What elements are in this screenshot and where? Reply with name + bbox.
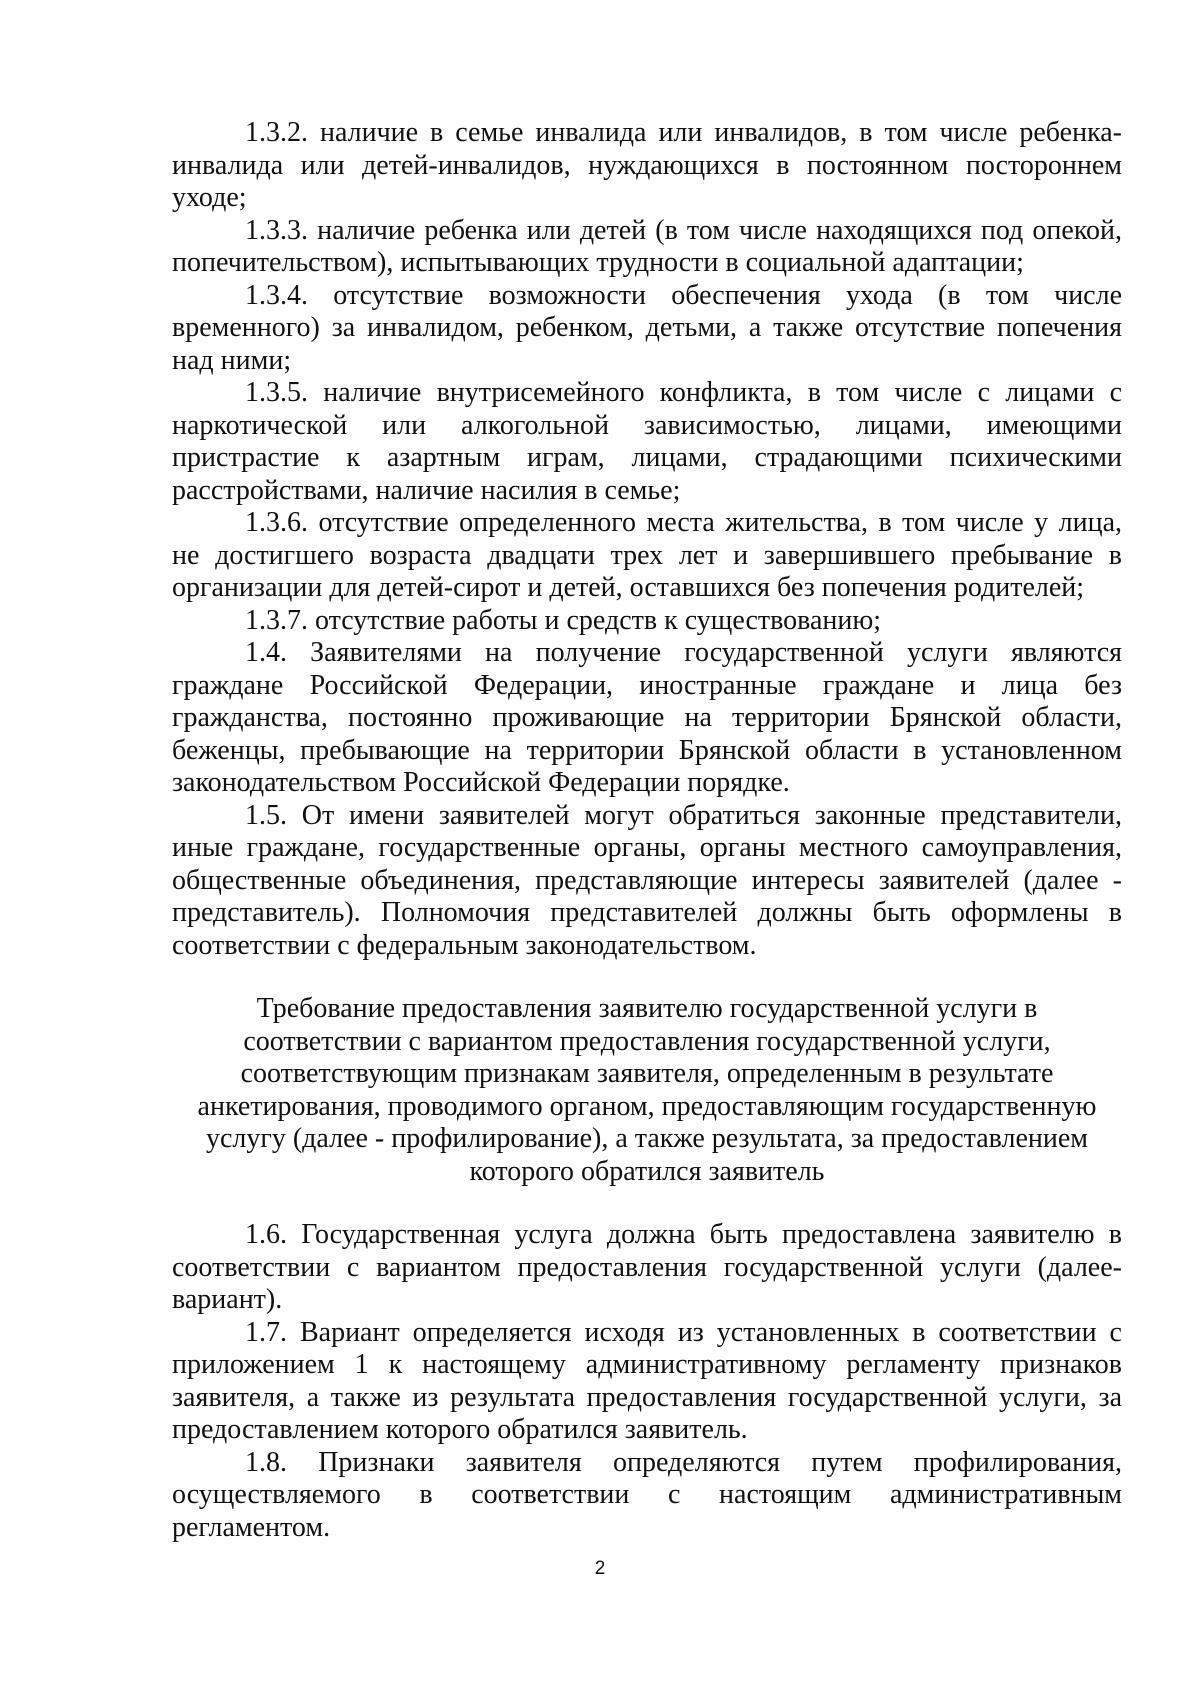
paragraph-1-3-4: 1.3.4. отсутствие возможности обеспечения ухода (в том числе временного) за инвалидом, ребенком, детьми, а также отсутствие попечения над ними;	[172, 279, 1122, 376]
paragraph-1-8: 1.8. Признаки заявителя определяются путем профилирования, осуществляемого в соответствии с настоящим административным регламентом.	[172, 1446, 1122, 1543]
paragraph-1-3-6: 1.3.6. отсутствие определенного места жительства, в том числе у лица, не достигшего возраста двадцати трех лет и завершившего пребывание в организации для детей-сирот и детей, оставшихся без попечения родителей;	[172, 507, 1122, 603]
heading-line: Требование предоставления заявителю государственной услуги в	[256, 993, 1038, 1024]
paragraph-1-3-2: 1.3.2. наличие в семье инвалида или инвалидов, в том числе ребенка-инвалида или детей-инвалидов, нуждающихся в постоянном постороннем уходе;	[172, 117, 1122, 213]
heading-line: соответствии с вариантом предоставления государственной услуги,	[243, 1025, 1051, 1057]
page-number: 2	[594, 1558, 606, 1579]
page-content	[172, 117, 1122, 1544]
heading-line: анкетирования, проводимого органом, предоставляющим государственную	[197, 1090, 1097, 1122]
paragraph-1-4: 1.4. Заявителями на получение государственной услуги являются граждане Российской Федерации, иностранные граждане и лица без гражданства, постоянно проживающие на территории Брянской области, беженцы, пребывающие на территории Брянской области в установленном законодательством Российской Федерации порядке.	[172, 637, 1122, 798]
heading-line: соответствующим признакам заявителя, определенным в результате	[240, 1058, 1054, 1089]
paragraph-1-3-5: 1.3.5. наличие внутрисемейного конфликта, в том числе с лицами с наркотической или алкогольной зависимостью, лицами, имеющими пристрастие к азартным играм, лицами, страдающими психическими расстройствами, наличие насилия в семье;	[172, 377, 1122, 506]
section-heading	[172, 993, 1122, 1188]
paragraph-1-6: 1.6. Государственная услуга должна быть предоставлена заявителю в соответствии с вариантом предоставления государственной услуги (далее-вариант).	[172, 1219, 1122, 1315]
paragraph-1-7: 1.7. Вариант определяется исходя из установленных в соответствии с приложением 1 к настоящему административному регламенту признаков заявителя, а также из результата предоставления государственной услуги, за предоставлением которого обратился заявитель.	[172, 1316, 1122, 1445]
paragraph-1-3-7: 1.3.7. отсутствие работы и средств к существованию;	[245, 604, 882, 636]
paragraph-1-5: 1.5. От имени заявителей могут обратиться законные представители, иные граждане, государственные органы, органы местного самоуправления, общественные объединения, представляющие интересы заявителей (далее - представитель). Полномочия представителей должны быть оформлены в соответствии с федеральным законодательством.	[172, 799, 1122, 961]
heading-line: услугу (далее - профилирование), а также результата, за предоставлением	[205, 1123, 1089, 1154]
paragraph-1-3-3: 1.3.3. наличие ребенка или детей (в том числе находящихся под опекой, попечительством), испытывающих трудности в социальной адаптации;	[172, 214, 1122, 278]
heading-line: которого обратился заявитель	[469, 1155, 825, 1187]
